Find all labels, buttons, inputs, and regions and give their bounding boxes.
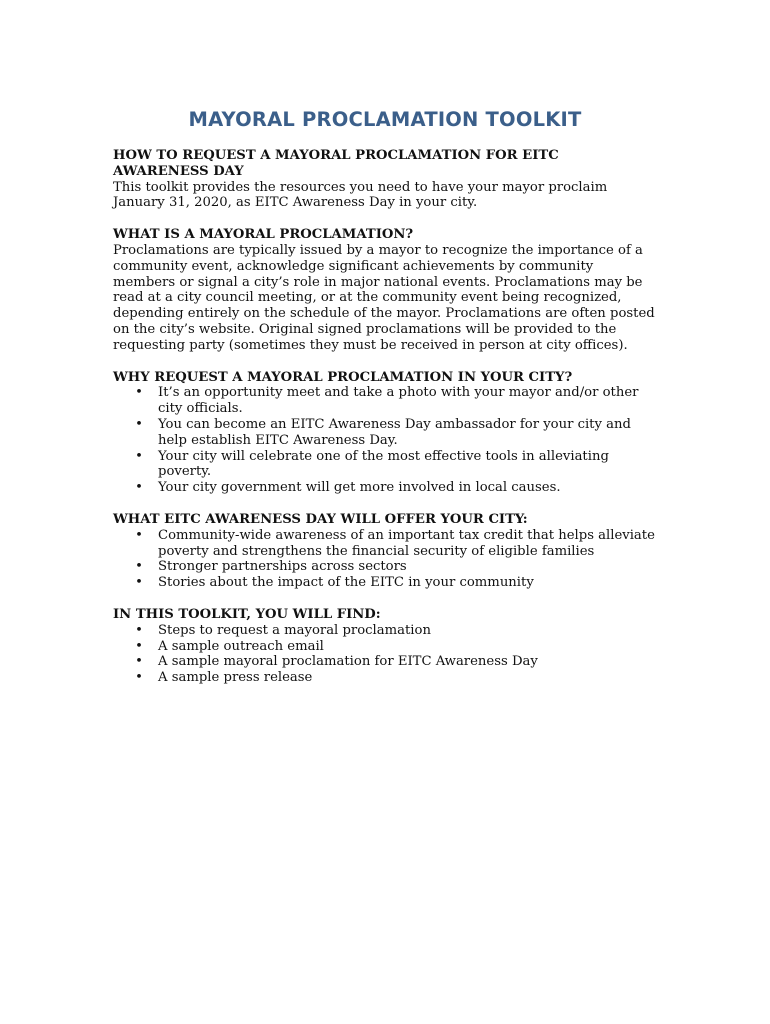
list-item-text: A sample press release xyxy=(158,670,313,686)
bullet-icon: • xyxy=(135,527,143,543)
list-item-text: You can become an EITC Awareness Day ambassador for your city and help establish EITC Awareness Day. xyxy=(158,416,631,448)
list-item xyxy=(113,559,658,575)
section-paragraph: Proclamations are typically issued by a mayor to recognize the importance of a community event, acknowledge significant achievements by community members or signal a city’s role in major national events. Proclamations may be read at a city council meeting, or at the community event being recognized, depending entirely on the schedule of the mayor. Proclamations are often posted on the city’s website. Original signed proclamations will be provided to the requesting party (sometimes they must be received in person at city offices). xyxy=(113,242,655,353)
bullet-icon: • xyxy=(135,480,143,496)
list-item xyxy=(113,528,658,560)
document-body xyxy=(113,148,658,702)
section-heading: WHY REQUEST A MAYORAL PROCLAMATION IN YOUR CITY? xyxy=(113,369,573,385)
list-item xyxy=(113,654,658,670)
bullet-icon: • xyxy=(135,575,143,591)
list-item-text: Stories about the impact of the EITC in your community xyxy=(158,575,534,591)
bullet-icon: • xyxy=(135,622,143,638)
section-how-to-request xyxy=(113,148,658,211)
section-what-is-proclamation xyxy=(113,227,658,353)
list-item xyxy=(113,623,658,639)
list-item-text: A sample mayoral proclamation for EITC Awareness Day xyxy=(158,654,538,670)
list-item-text: Your city will celebrate one of the most effective tools in alleviating poverty. xyxy=(158,448,609,480)
list-item xyxy=(113,385,658,417)
bullet-icon: • xyxy=(135,416,143,432)
bullet-icon: • xyxy=(135,559,143,575)
bullet-list xyxy=(113,623,658,686)
section-paragraph: This toolkit provides the resources you need to have your mayor proclaim January 31, 2020, as EITC Awareness Day in your city. xyxy=(113,179,608,211)
section-what-it-offers xyxy=(113,512,658,591)
list-item xyxy=(113,449,658,481)
section-heading: HOW TO REQUEST A MAYORAL PROCLAMATION FOR EITC AWARENESS DAY xyxy=(113,148,559,179)
section-toolkit-contents xyxy=(113,607,658,686)
section-why-request xyxy=(113,370,658,496)
list-item xyxy=(113,639,658,655)
section-heading: WHAT EITC AWARENESS DAY WILL OFFER YOUR CITY: xyxy=(113,511,528,527)
list-item xyxy=(113,480,658,496)
bullet-list xyxy=(113,385,658,496)
list-item-text: Stronger partnerships across sectors xyxy=(158,559,407,575)
list-item xyxy=(113,670,658,686)
list-item-text: Steps to request a mayoral proclamation xyxy=(158,622,431,638)
section-heading: WHAT IS A MAYORAL PROCLAMATION? xyxy=(113,227,414,243)
list-item xyxy=(113,417,658,449)
list-item-text: A sample outreach email xyxy=(158,638,324,654)
list-item-text: Your city government will get more involved in local causes. xyxy=(158,480,561,496)
list-item-text: It’s an opportunity meet and take a photo with your mayor and/or other city officials. xyxy=(158,385,639,417)
bullet-icon: • xyxy=(135,385,143,401)
list-item xyxy=(113,575,658,591)
bullet-icon: • xyxy=(135,670,143,686)
section-heading: IN THIS TOOLKIT, YOU WILL FIND: xyxy=(113,606,381,622)
bullet-icon: • xyxy=(135,654,143,670)
document-title: MAYORAL PROCLAMATION TOOLKIT xyxy=(188,108,582,131)
bullet-list xyxy=(113,528,658,591)
bullet-icon: • xyxy=(135,448,143,464)
list-item-text: Community-wide awareness of an important tax credit that helps alleviate poverty and strengthens the financial security of eligible families xyxy=(158,527,655,559)
bullet-icon: • xyxy=(135,638,143,654)
